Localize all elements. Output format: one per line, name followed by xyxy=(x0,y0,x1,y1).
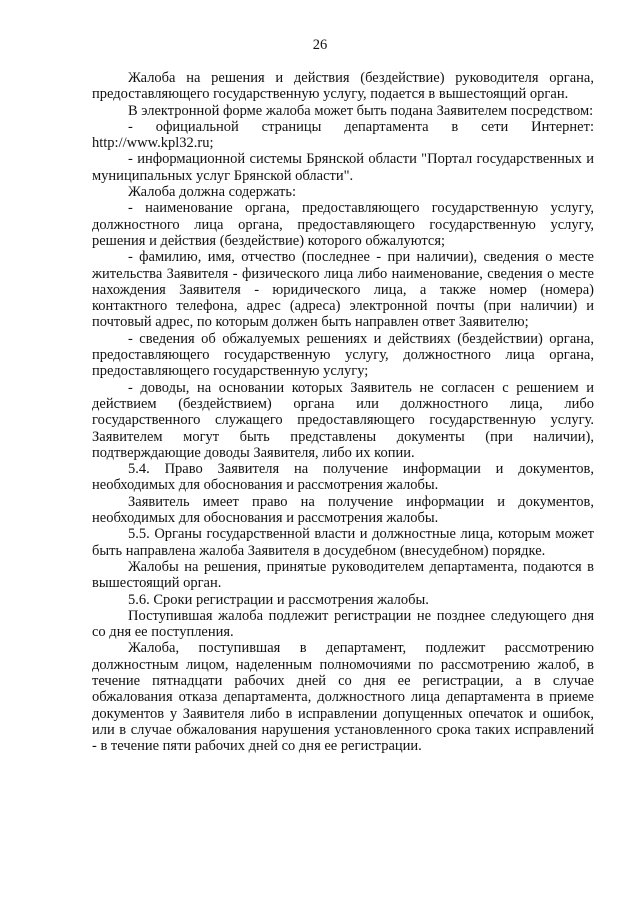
paragraph-electronic-form: В электронной форме жалоба может быть подана Заявителем посредством: xyxy=(128,102,594,119)
section-5-5-heading: 5.5. Органы государственной власти и должностные лица, которым может быть направлена жалоба Заявителя в досудебном (внесудебном) порядке. xyxy=(92,526,594,559)
list-item-arguments: - доводы, на основании которых Заявитель не согласен с решением и действием (бездействием) органа или должностного лица, либо государственного служащего предоставляющего государственную услугу. Заявителем могут быть представлены документы (при наличии), подтверждающие доводы Заявителя, либо их копии. xyxy=(92,379,594,461)
paragraph-higher-authority: Жалобы на решения, принятые руководителем департамента, подаются в вышестоящий орган. xyxy=(92,558,594,592)
list-item-official-page: - официальной страницы департамента в сети Интернет: http://www.kpl32.ru; xyxy=(92,118,594,152)
list-item-decisions: - сведения об обжалуемых решениях и действиях (бездействии) органа, предоставляющего государственную услугу, должностного лица органа, предоставляющего государственную услугу; xyxy=(92,330,594,380)
section-5-4-heading: 5.4. Право Заявителя на получение информации и документов, необходимых для обоснования и рассмотрения жалобы. xyxy=(92,461,594,494)
paragraph-appeal-head: Жалоба на решения и действия (бездействие) руководителя органа, предоставляющего государственную услугу, подается в вышестоящий орган. xyxy=(92,70,594,103)
list-item-applicant-details: - фамилию, имя, отчество (последнее - при наличии), сведения о месте жительства Заявителя - физического лица либо наименование, сведения о месте нахождения Заявителя - юридического лица, а также номер (номера) контактного телефона, адрес (адреса) электронной почты (при наличии) и почтовый адрес, по которым должен быть направлен ответ Заявителю; xyxy=(92,249,594,331)
paragraph-right-to-info: Заявитель имеет право на получение информации и документов, необходимых для обоснования и рассмотрения жалобы. xyxy=(92,493,594,527)
list-item-portal: - информационной системы Брянской области "Портал государственных и муниципальных услуг Брянской области". xyxy=(92,151,594,184)
page-number: 26 xyxy=(312,37,328,53)
section-5-6-heading: 5.6. Сроки регистрации и рассмотрения жалобы. xyxy=(128,591,429,608)
paragraph-registration: Поступившая жалоба подлежит регистрации не позднее следующего дня со дня ее поступления. xyxy=(92,607,594,641)
list-item-organ-name: - наименование органа, предоставляющего государственную услугу, должностного лица органа, предоставляющего государственную услугу, решения и действия (бездействие) которого обжалуются; xyxy=(92,200,594,249)
document-body xyxy=(92,70,594,754)
paragraph-must-contain: Жалоба должна содержать: xyxy=(128,184,297,201)
paragraph-review-terms: Жалоба, поступившая в департамент, подлежит рассмотрению должностным лицом, наделенным полномочиями по рассмотрению жалоб, в течение пятнадцати рабочих дней со дня ее регистрации, а в случае обжалования отказа департамента, должностного лица департамента в приеме документов у Заявителя либо в исправлении допущенных опечаток и ошибок, или в случае обжалования нарушения установленного срока таких исправлений - в течение пяти рабочих дней со дня ее регистрации. xyxy=(92,640,594,755)
